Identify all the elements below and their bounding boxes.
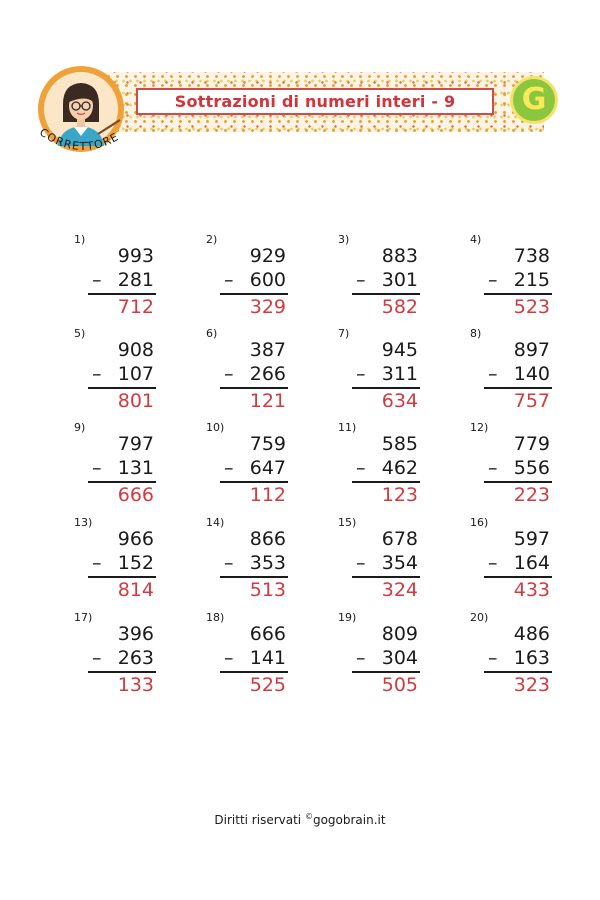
- answer: 329: [249, 296, 286, 318]
- subtrahend: 353: [249, 552, 286, 574]
- minuend: 666: [249, 623, 286, 645]
- minuend: 759: [249, 433, 286, 455]
- minus-sign: –: [488, 457, 498, 479]
- problem-14: [206, 516, 316, 606]
- problem-10: [206, 421, 316, 511]
- subtrahend: 107: [117, 363, 154, 385]
- subtrahend: 281: [117, 269, 154, 291]
- minus-sign: –: [224, 457, 234, 479]
- answer: 133: [117, 674, 154, 696]
- sum-line: [352, 671, 420, 673]
- subtrahend: 556: [513, 457, 550, 479]
- problem-number: 14): [206, 516, 225, 529]
- problem-3: [338, 233, 448, 323]
- subtrahend: 266: [249, 363, 286, 385]
- subtrahend: 304: [381, 647, 418, 669]
- logo-letter: G: [521, 82, 547, 117]
- subtrahend: 215: [513, 269, 550, 291]
- sum-line: [352, 481, 420, 483]
- problem-17: [74, 611, 184, 701]
- problem-number: 9): [74, 421, 86, 434]
- minuend: 486: [513, 623, 550, 645]
- minus-sign: –: [356, 457, 366, 479]
- minus-sign: –: [224, 363, 234, 385]
- problem-number: 6): [206, 327, 218, 340]
- sum-line: [88, 671, 156, 673]
- problem-number: 2): [206, 233, 218, 246]
- footer-text: Diritti riservati: [214, 813, 305, 827]
- problem-number: 13): [74, 516, 93, 529]
- problem-number: 16): [470, 516, 489, 529]
- problem-11: [338, 421, 448, 511]
- answer: 634: [381, 390, 418, 412]
- sum-line: [484, 293, 552, 295]
- minuend: 585: [381, 433, 418, 455]
- footer: [0, 812, 600, 827]
- minuend: 993: [117, 245, 154, 267]
- minus-sign: –: [488, 552, 498, 574]
- problem-number: 8): [470, 327, 482, 340]
- answer: 582: [381, 296, 418, 318]
- sum-line: [484, 481, 552, 483]
- subtrahend: 311: [381, 363, 418, 385]
- answer: 814: [117, 579, 154, 601]
- problem-number: 11): [338, 421, 357, 434]
- problem-15: [338, 516, 448, 606]
- corrector-label: CORRETTORE: [37, 126, 122, 154]
- minuend: 897: [513, 339, 550, 361]
- minus-sign: –: [488, 363, 498, 385]
- sum-line: [88, 481, 156, 483]
- minuend: 883: [381, 245, 418, 267]
- minus-sign: –: [224, 269, 234, 291]
- subtrahend: 141: [249, 647, 286, 669]
- subtrahend: 600: [249, 269, 286, 291]
- minus-sign: –: [92, 363, 102, 385]
- minuend: 396: [117, 623, 154, 645]
- minus-sign: –: [488, 269, 498, 291]
- answer: 505: [381, 674, 418, 696]
- minus-sign: –: [356, 269, 366, 291]
- problem-number: 5): [74, 327, 86, 340]
- sum-line: [484, 576, 552, 578]
- problem-19: [338, 611, 448, 701]
- corrector-badge: [28, 126, 138, 166]
- answer: 323: [513, 674, 550, 696]
- answer: 112: [249, 484, 286, 506]
- problem-1: [74, 233, 184, 323]
- subtrahend: 263: [117, 647, 154, 669]
- subtrahend: 152: [117, 552, 154, 574]
- sum-line: [352, 576, 420, 578]
- answer: 324: [381, 579, 418, 601]
- subtrahend: 164: [513, 552, 550, 574]
- problem-9: [74, 421, 184, 511]
- minuend: 779: [513, 433, 550, 455]
- problem-4: [470, 233, 580, 323]
- problem-13: [74, 516, 184, 606]
- minus-sign: –: [224, 647, 234, 669]
- answer: 757: [513, 390, 550, 412]
- minus-sign: –: [488, 647, 498, 669]
- sum-line: [220, 293, 288, 295]
- subtrahend: 131: [117, 457, 154, 479]
- sum-line: [220, 671, 288, 673]
- answer: 712: [117, 296, 154, 318]
- problem-7: [338, 327, 448, 417]
- minus-sign: –: [92, 552, 102, 574]
- answer: 513: [249, 579, 286, 601]
- sum-line: [220, 481, 288, 483]
- answer: 433: [513, 579, 550, 601]
- subtrahend: 140: [513, 363, 550, 385]
- minuend: 929: [249, 245, 286, 267]
- answer: 525: [249, 674, 286, 696]
- copyright-symbol: ©: [304, 812, 313, 821]
- minuend: 908: [117, 339, 154, 361]
- sum-line: [88, 387, 156, 389]
- problem-number: 10): [206, 421, 225, 434]
- problem-number: 1): [74, 233, 86, 246]
- problem-16: [470, 516, 580, 606]
- page-title: Sottrazioni di numeri interi - 9: [174, 92, 456, 111]
- answer: 223: [513, 484, 550, 506]
- subtrahend: 301: [381, 269, 418, 291]
- minuend: 809: [381, 623, 418, 645]
- minus-sign: –: [224, 552, 234, 574]
- sum-line: [484, 671, 552, 673]
- subtrahend: 647: [249, 457, 286, 479]
- minuend: 945: [381, 339, 418, 361]
- minus-sign: –: [356, 647, 366, 669]
- minuend: 387: [249, 339, 286, 361]
- minus-sign: –: [92, 647, 102, 669]
- minuend: 866: [249, 528, 286, 550]
- problem-number: 12): [470, 421, 489, 434]
- problem-number: 7): [338, 327, 350, 340]
- problem-6: [206, 327, 316, 417]
- subtrahend: 163: [513, 647, 550, 669]
- subtrahend: 462: [381, 457, 418, 479]
- problem-number: 3): [338, 233, 350, 246]
- sum-line: [220, 387, 288, 389]
- problem-number: 4): [470, 233, 482, 246]
- sum-line: [352, 387, 420, 389]
- minus-sign: –: [356, 552, 366, 574]
- problem-8: [470, 327, 580, 417]
- problem-number: 17): [74, 611, 93, 624]
- svg-text:CORRETTORE: [37, 126, 121, 153]
- minus-sign: –: [92, 269, 102, 291]
- sum-line: [88, 576, 156, 578]
- title-box: [136, 88, 494, 115]
- problem-number: 19): [338, 611, 357, 624]
- problem-2: [206, 233, 316, 323]
- sum-line: [88, 293, 156, 295]
- minuend: 797: [117, 433, 154, 455]
- problem-12: [470, 421, 580, 511]
- answer: 121: [249, 390, 286, 412]
- minus-sign: –: [92, 457, 102, 479]
- problem-20: [470, 611, 580, 701]
- answer: 123: [381, 484, 418, 506]
- minus-sign: –: [356, 363, 366, 385]
- footer-site: gogobrain.it: [312, 813, 386, 827]
- problem-number: 20): [470, 611, 489, 624]
- problem-18: [206, 611, 316, 701]
- subtrahend: 354: [381, 552, 418, 574]
- problem-number: 15): [338, 516, 357, 529]
- minuend: 966: [117, 528, 154, 550]
- minuend: 678: [381, 528, 418, 550]
- answer: 801: [117, 390, 154, 412]
- gogobrain-logo-icon: [510, 76, 558, 124]
- problem-5: [74, 327, 184, 417]
- minuend: 597: [513, 528, 550, 550]
- sum-line: [484, 387, 552, 389]
- sum-line: [220, 576, 288, 578]
- answer: 666: [117, 484, 154, 506]
- answer: 523: [513, 296, 550, 318]
- sum-line: [352, 293, 420, 295]
- minuend: 738: [513, 245, 550, 267]
- problem-number: 18): [206, 611, 225, 624]
